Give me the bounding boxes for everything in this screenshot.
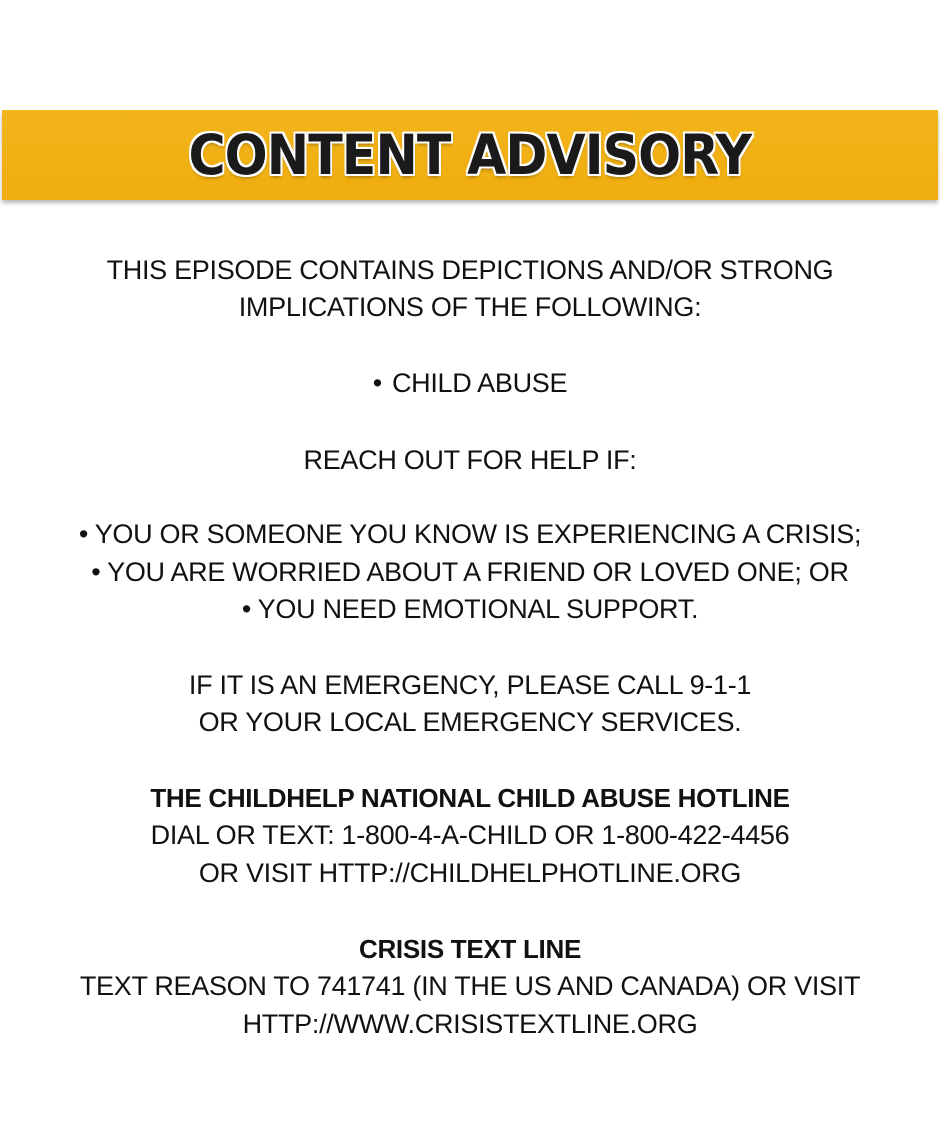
emergency-line-1: IF IT IS AN EMERGENCY, PLEASE CALL 9-1-1 (188, 670, 752, 700)
emergency-line-2: OR YOUR LOCAL EMERGENCY SERVICES. (198, 707, 742, 737)
intro-line-2: IMPLICATIONS OF THE FOLLOWING: (238, 292, 702, 322)
help-item-crisis: • YOU OR SOMEONE YOU KNOW IS EXPERIENCING A CRISIS; (78, 519, 862, 549)
childhelp-website: OR VISIT HTTP://CHILDHELPHOTLINE.ORG (198, 858, 742, 888)
crisis-text-website: HTTP://WWW.CRISISTEXTLINE.ORG (242, 1009, 698, 1039)
crisis-text-title: CRISIS TEXT LINE (358, 934, 581, 964)
childhelp-phone: DIAL OR TEXT: 1-800-4-A-CHILD OR 1-800-422-4456 (150, 820, 790, 850)
topic-item-child-abuse (0, 365, 940, 401)
advisory-banner (2, 110, 938, 200)
help-item-worried: • YOU ARE WORRIED ABOUT A FRIEND OR LOVED ONE; OR (91, 557, 849, 587)
childhelp-title: THE CHILDHELP NATIONAL CHILD ABUSE HOTLINE (150, 783, 790, 813)
topic-label: CHILD ABUSE (391, 368, 568, 398)
help-item-support: • YOU NEED EMOTIONAL SUPPORT. (241, 594, 699, 624)
intro-line-1: THIS EPISODE CONTAINS DEPICTIONS AND/OR STRONG (106, 255, 834, 285)
bullet-icon: • (372, 368, 382, 398)
help-heading: REACH OUT FOR HELP IF: (303, 445, 637, 475)
page-title: CONTENT ADVISORY (188, 123, 752, 187)
crisis-text-instructions: TEXT REASON TO 741741 (IN THE US AND CANADA) OR VISIT (79, 971, 861, 1001)
